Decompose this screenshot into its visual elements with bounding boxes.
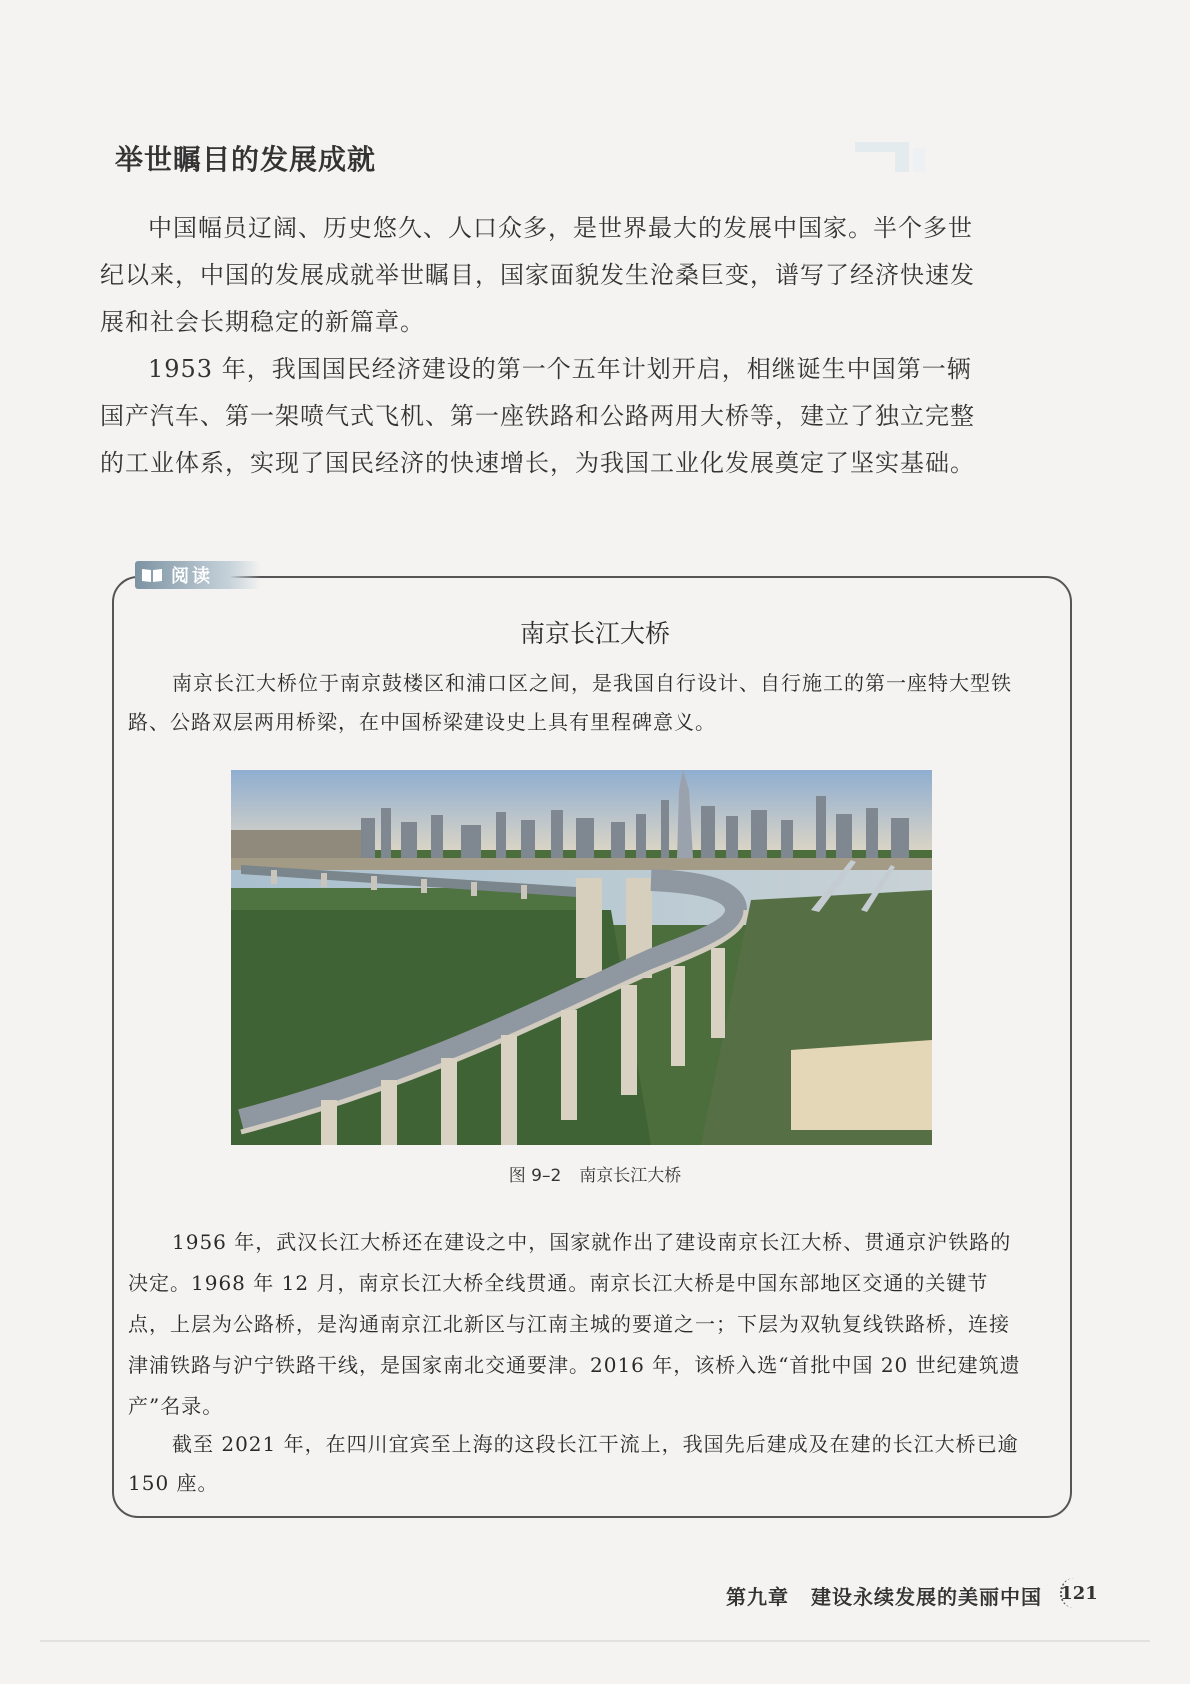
page-number: 121 bbox=[1060, 1578, 1096, 1608]
reading-label-text: 阅读 bbox=[171, 566, 213, 587]
reading-intro: 南京长江大桥位于南京鼓楼区和浦口区之间，是我国自行设计、自行施工的第一座特大型铁路、公路双层两用桥梁，在中国桥梁建设史上具有里程碑意义。 bbox=[128, 671, 1012, 734]
book-icon bbox=[141, 567, 163, 583]
footer-chapter-number: 第九章 bbox=[726, 1585, 789, 1609]
reading-paragraph-1: 1956 年，武汉长江大桥还在建设之中，国家就作出了建设南京长江大桥、贯通京沪铁路的决定。1968 年 12 月，南京长江大桥全线贯通。南京长江大桥是中国东部地区交通的关键节点，上层为公路桥，是沟通南京江北新区与江南主城的要道之一；下层为双轨复线铁路桥，连接津浦铁路与沪宁铁路干线，是国家南北交通要津。2016 年，该桥入选“首批中国 20 世纪建筑遗产”名录。 bbox=[128, 1230, 1021, 1418]
reading-title: 南京长江大桥 bbox=[519, 619, 670, 648]
body-paragraph-2: 1953 年，我国国民经济建设的第一个五年计划开启，相继诞生中国第一辆国产汽车、第一架喷气式飞机、第一座铁路和公路两用大桥等，建立了独立完整的工业体系，实现了国民经济的快速增长，为我国工业化发展奠定了坚实基础。 bbox=[100, 355, 975, 477]
reading-paragraph-2: 截至 2021 年，在四川宜宾至上海的这段长江干流上，我国先后建成及在建的长江大桥已逾 150 座。 bbox=[128, 1432, 1019, 1495]
footer-chapter bbox=[726, 1581, 1042, 1610]
reading-label bbox=[135, 561, 261, 589]
section-title: 举世瞩目的发展成就 bbox=[115, 143, 377, 176]
decorative-tab-icon bbox=[855, 138, 935, 178]
footer-chapter-title: 建设永续发展的美丽中国 bbox=[811, 1585, 1042, 1609]
figure-caption-text: 南京长江大桥 bbox=[579, 1166, 682, 1186]
nanjing-bridge-photo bbox=[231, 770, 932, 1145]
body-paragraph-1: 中国幅员辽阔、历史悠久、人口众多，是世界最大的发展中国家。半个多世纪以来，中国的发展成就举世瞩目，国家面貌发生沧桑巨变，谱写了经济快速发展和社会长期稳定的新篇章。 bbox=[100, 214, 975, 336]
bottom-divider bbox=[40, 1640, 1150, 1642]
figure-number: 图 9–2 bbox=[508, 1166, 562, 1186]
figure-caption bbox=[0, 1161, 1190, 1186]
